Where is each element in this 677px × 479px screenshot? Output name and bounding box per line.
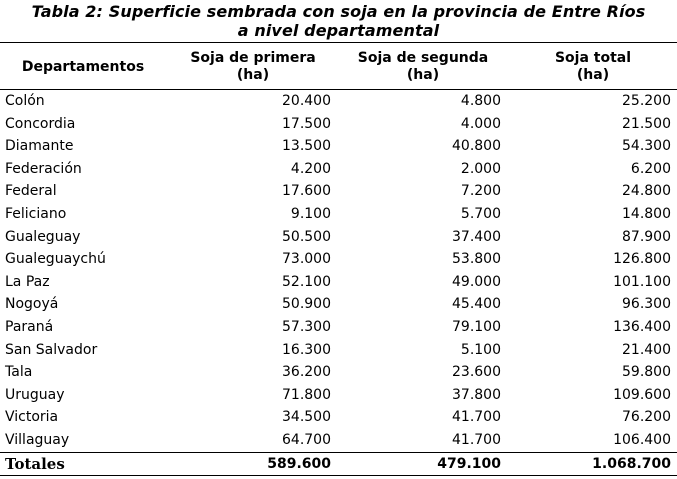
table-row [0,113,677,136]
cell-soja-total: 21.400 [622,341,671,358]
cell-departamento: Paraná [5,318,54,335]
table-row [0,226,677,249]
table-header [0,45,677,90]
cell-departamento: Uruguay [5,386,65,403]
cell-soja-total: 136.400 [613,318,671,335]
cell-soja-segunda: 53.800 [452,251,501,268]
header-soja-segunda-unit: (ha) [406,67,440,83]
cell-departamento: Diamante [5,138,74,155]
table-row [0,406,677,429]
cell-soja-primera: 17.500 [282,115,331,132]
cell-soja-primera: 52.100 [282,273,331,290]
table-row [0,361,677,384]
cell-soja-primera: 71.800 [282,386,331,403]
header-soja-primera [166,50,340,84]
totals-soja-primera: 589.600 [267,456,331,472]
cell-soja-total: 59.800 [622,364,671,381]
cell-soja-total: 54.300 [622,138,671,155]
table-row [0,203,677,226]
cell-soja-primera: 50.500 [282,228,331,245]
totals-soja-segunda: 479.100 [437,456,501,472]
cell-departamento: Feliciano [5,205,67,222]
cell-soja-total: 24.800 [622,183,671,200]
totals-row [0,452,677,476]
table-body [0,90,677,452]
table-row [0,90,677,113]
cell-soja-segunda: 4.800 [460,93,501,109]
header-soja-primera-label: Soja de primera [190,50,316,66]
cell-soja-segunda: 5.700 [460,205,501,222]
cell-soja-primera: 17.600 [282,183,331,200]
cell-soja-segunda: 37.800 [452,386,501,403]
table-title [0,2,677,40]
table-row [0,316,677,339]
table-row [0,293,677,316]
cell-departamento: Nogoyá [5,296,59,313]
header-soja-total-label: Soja total [554,50,632,66]
cell-soja-segunda: 40.800 [452,138,501,155]
cell-soja-total: 6.200 [630,160,671,177]
cell-soja-segunda: 49.000 [452,273,501,290]
cell-departamento: Victoria [5,409,59,426]
table-row [0,135,677,158]
table-row [0,384,677,407]
cell-soja-segunda: 41.700 [452,431,501,448]
cell-soja-total: 21.500 [622,115,671,132]
cell-departamento: Gualeguaychú [5,251,106,268]
cell-soja-primera: 4.200 [290,160,331,177]
header-soja-segunda-label: Soja de segunda [357,50,489,66]
cell-soja-segunda: 4.000 [460,115,501,132]
cell-soja-total: 96.300 [622,296,671,313]
table-title-line-1: Tabla 2: Superficie sembrada con soja en la provincia de Entre Ríos [31,2,646,21]
totals-label: Totales [5,455,65,473]
cell-soja-total: 126.800 [613,251,671,268]
cell-soja-primera: 73.000 [282,251,331,268]
cell-soja-primera: 13.500 [282,138,331,155]
cell-departamento: Concordia [5,115,76,132]
header-soja-segunda [340,50,506,84]
cell-soja-segunda: 7.200 [460,183,501,200]
cell-soja-segunda: 79.100 [452,318,501,335]
header-departamentos [0,59,166,76]
cell-soja-segunda: 2.000 [460,160,501,177]
cell-soja-total: 87.900 [622,228,671,245]
cell-departamento: Federación [5,160,82,177]
cell-soja-primera: 36.200 [282,364,331,381]
header-soja-total-unit: (ha) [576,67,610,83]
table-row [0,180,677,203]
cell-soja-segunda: 41.700 [452,409,501,426]
cell-soja-primera: 64.700 [282,431,331,448]
cell-departamento: Colón [5,93,45,109]
cell-departamento: Federal [5,183,57,200]
cell-departamento: La Paz [5,273,50,290]
table-title-line-2: a nivel departamental [237,21,440,40]
cell-soja-segunda: 5.100 [460,341,501,358]
table-row [0,339,677,362]
top-rule [0,42,677,43]
table-row [0,429,677,452]
cell-soja-segunda: 23.600 [452,364,501,381]
cell-departamento: Gualeguay [5,228,81,245]
cell-soja-primera: 34.500 [282,409,331,426]
cell-soja-total: 101.100 [613,273,671,290]
totals-soja-total: 1.068.700 [592,456,671,472]
cell-soja-total: 14.800 [622,205,671,222]
bottom-rule [0,475,677,476]
cell-soja-total: 109.600 [613,386,671,403]
cell-soja-primera: 50.900 [282,296,331,313]
cell-departamento: San Salvador [5,341,98,358]
table-row [0,248,677,271]
cell-departamento: Villaguay [5,431,70,448]
cell-soja-segunda: 45.400 [452,296,501,313]
header-departamentos-label: Departamentos [21,59,145,75]
cell-soja-primera: 57.300 [282,318,331,335]
table-row [0,271,677,294]
cell-soja-segunda: 37.400 [452,228,501,245]
header-soja-primera-unit: (ha) [236,67,270,83]
cell-soja-primera: 16.300 [282,341,331,358]
cell-soja-primera: 9.100 [290,205,331,222]
cell-soja-total: 106.400 [613,431,671,448]
cell-soja-total: 76.200 [622,409,671,426]
cell-soja-primera: 20.400 [282,93,331,109]
cell-departamento: Tala [5,364,33,381]
header-soja-total [506,50,677,84]
cell-soja-total: 25.200 [622,93,671,109]
table-row [0,158,677,181]
